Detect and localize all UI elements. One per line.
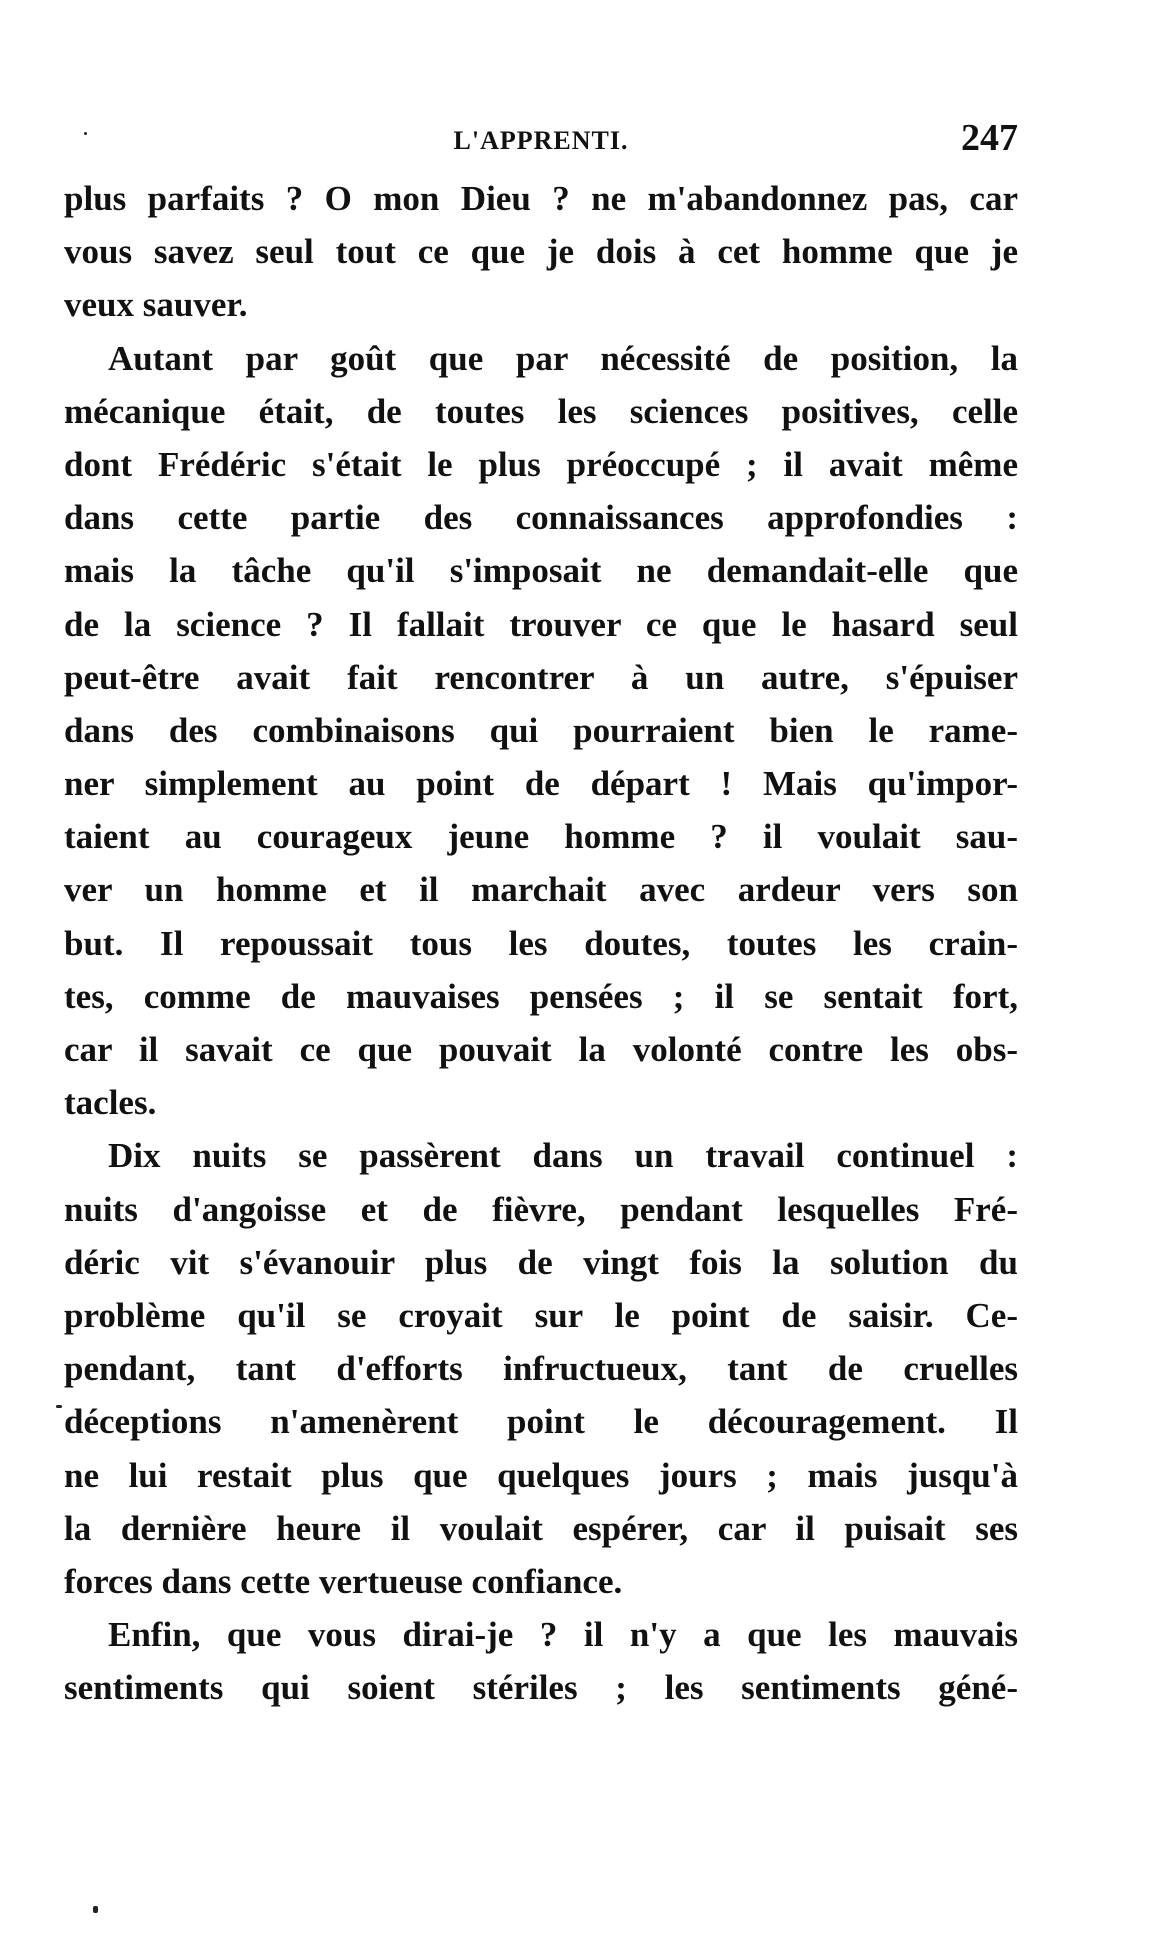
paragraph-1 bbox=[64, 172, 1018, 332]
text-line: Autant par goût que par nécessité de position, la bbox=[108, 338, 1018, 378]
text-line: dans des combinaisons qui pourraient bien le rame- bbox=[64, 710, 1018, 750]
text-line: ner simplement au point de départ ! Mais qu'impor- bbox=[64, 764, 1018, 804]
text-line: Dix nuits se passèrent dans un travail continuel : bbox=[108, 1136, 1018, 1176]
text-line: ne lui restait plus que quelques jours ; mais jusqu'à bbox=[64, 1455, 1018, 1495]
text-line: tes, comme de mauvaises pensées ; il se sentait fort, bbox=[64, 976, 1018, 1016]
text-line: déceptions n'amenèrent point le découragement. Il bbox=[64, 1402, 1018, 1442]
text-line: Enfin, que vous dirai-je ? il n'y a que les mauvais bbox=[108, 1615, 1018, 1655]
text-line: problème qu'il se croyait sur le point de saisir. Ce- bbox=[64, 1295, 1018, 1335]
page-number: 247 bbox=[961, 117, 1018, 159]
text-line: sentiments qui soient stériles ; les sentiments géné- bbox=[64, 1668, 1018, 1708]
text-line: ver un homme et il marchait avec ardeur vers son bbox=[64, 870, 1018, 910]
text-line: veux sauver. bbox=[64, 285, 248, 325]
text-line: pendant, tant d'efforts infructueux, tant de cruelles bbox=[64, 1349, 1018, 1389]
text-line: mais la tâche qu'il s'imposait ne demandait-elle que bbox=[64, 551, 1018, 591]
ink-speck bbox=[84, 132, 87, 135]
body-text bbox=[64, 172, 1018, 1714]
running-head bbox=[64, 117, 1018, 162]
text-line: la dernière heure il voulait espérer, car il puisait ses bbox=[64, 1508, 1018, 1548]
text-line: car il savait ce que pouvait la volonté contre les obs- bbox=[64, 1030, 1018, 1069]
text-line: déric vit s'évanouir plus de vingt fois la solution du bbox=[64, 1242, 1018, 1282]
running-title: L'APPRENTI. bbox=[453, 126, 629, 155]
text-line: de la science ? Il fallait trouver ce que le hasard seul bbox=[64, 604, 1018, 644]
text-line: but. Il repoussait tous les doutes, toutes les crain- bbox=[64, 923, 1018, 963]
paragraph-2 bbox=[64, 332, 1018, 1130]
ink-speck bbox=[93, 1906, 98, 1913]
text-line: taient au courageux jeune homme ? il voulait sau- bbox=[64, 817, 1018, 857]
text-line: plus parfaits ? O mon Dieu ? ne m'abandonnez pas, car bbox=[64, 179, 1018, 218]
text-line: tacles. bbox=[64, 1083, 157, 1123]
paragraph-3 bbox=[64, 1129, 1018, 1608]
text-line: vous savez seul tout ce que je dois à cet homme que je bbox=[64, 232, 1018, 272]
text-line: nuits d'angoisse et de fièvre, pendant lesquelles Fré- bbox=[64, 1189, 1018, 1229]
text-line: forces dans cette vertueuse confiance. bbox=[64, 1561, 623, 1601]
text-line: mécanique était, de toutes les sciences positives, celle bbox=[64, 391, 1018, 431]
text-line: dont Frédéric s'était le plus préoccupé ; il avait même bbox=[64, 444, 1018, 484]
ink-speck bbox=[56, 1405, 62, 1408]
paragraph-4 bbox=[64, 1608, 1018, 1714]
text-line: dans cette partie des connaissances approfondies : bbox=[64, 498, 1018, 538]
text-line: peut-être avait fait rencontrer à un autre, s'épuiser bbox=[64, 657, 1018, 697]
